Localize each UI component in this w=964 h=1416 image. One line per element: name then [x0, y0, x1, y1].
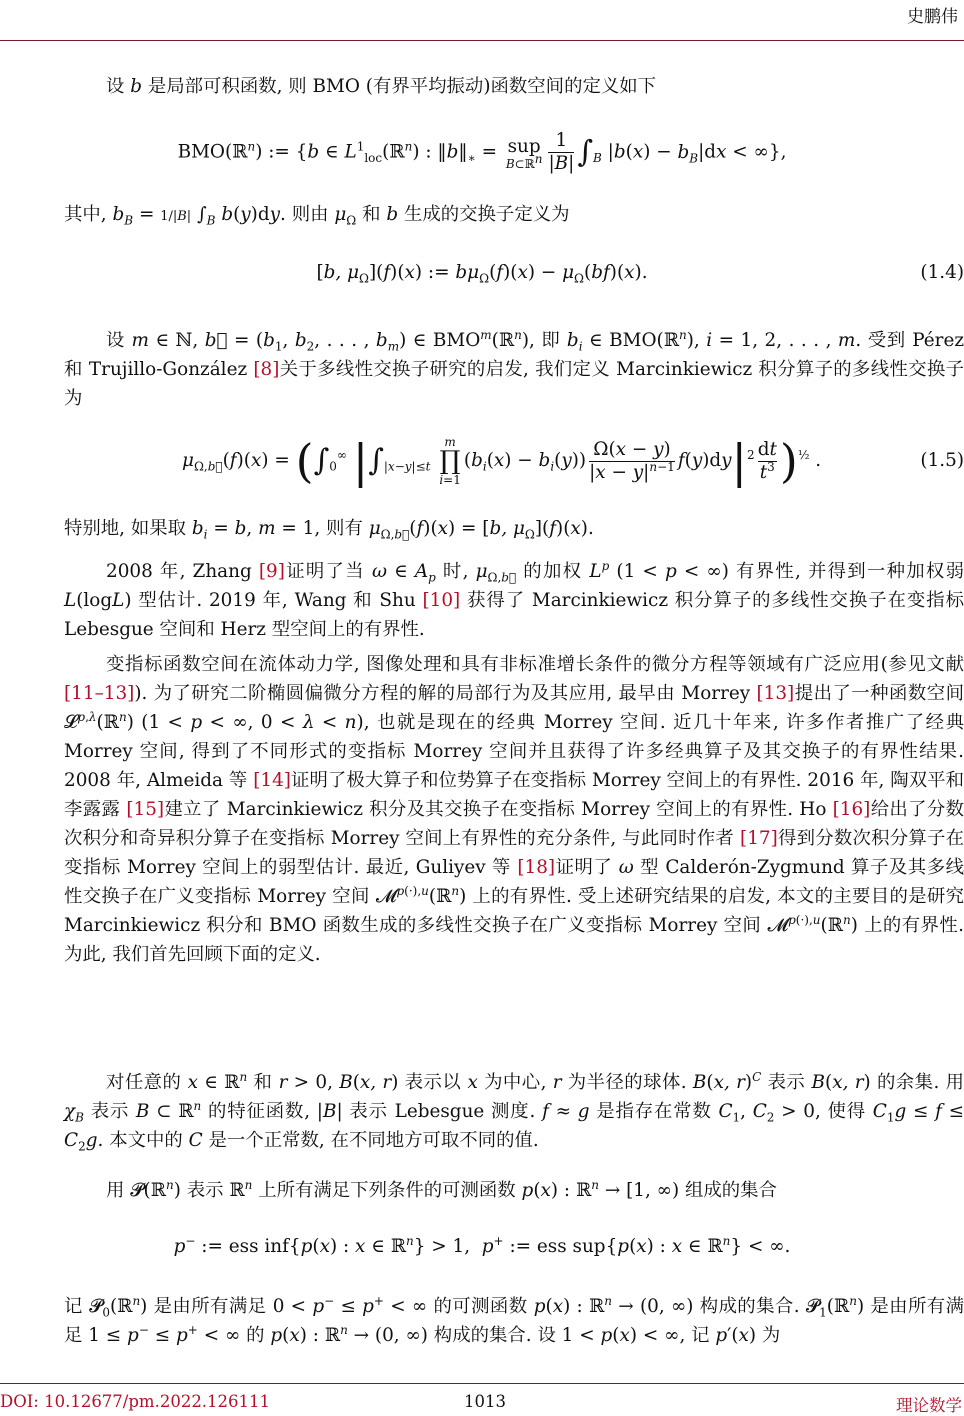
paragraph-zhang-wang: 2008 年, Zhang [9]证明了当 ω ∈ $A_p$ 时, $\mu_{\Omega,b⃗}$ 的加权 $L^p$ (1 < p < ∞) 有界性, 并得到一种加权弱 L(logL) 型估计. 2019 年, Wang 和 Shu [10] 获得了 Marcinkiewicz 积分算子的多线性交换子在变指标 Lebesgue 空间和 Herz 型空间上的有界性. — [64, 558, 964, 640]
header-rule — [0, 40, 964, 41]
footer-page-number: 1013 — [464, 1392, 506, 1411]
paragraph-bmo-intro: 设 b 是局部可积函数, 则 BMO (有界平均振动)函数空间的定义如下 — [106, 76, 657, 97]
equation-number-1-5: (1.5) — [920, 450, 964, 471]
footer-rule — [0, 1383, 964, 1384]
equation-p-bounds: p− := ess inf{p(x) : x ∈ ℝ$^n$} > 1, p+ := ess sup{p(x) : x ∈ ℝ$^n$} < ∞. — [173, 1233, 791, 1257]
paragraph-multilinear-intro: 设 m ∈ ℕ, b⃗ = ($b_1$, $b_2$, . . . , $b_m$) ∈ BMO$^m$(ℝ$^n$), 即 $b_i$ ∈ BMO(ℝ$^n$), i = 1, 2, . . . , m. 受到 Pérez 和 Trujillo-González [8]关于多线性交换子研究的启发, 我们定义 Marcinkiewicz 积分算子的多线性交换子为 — [64, 327, 964, 409]
paragraph-variable-morrey: 变指标函数空间在流体动力学, 图像处理和具有非标准增长条件的微分方程等领域有广泛应用(参见文献 [11–13]). 为了研究二阶椭圆偏微分方程的解的局部行为及其应用, 最早由 Morrey [13]提出了一种函数空间 𝓛$^{p,\lambda}$(ℝ$^n$) (1 < p < ∞, 0 < λ < n), 也就是现在的经典 Morrey 空间. 近几十年来, 许多作者推广了经典 Morrey 空间, 得到了不同形式的变指标 Morrey 空间并且获得了许多经典算子及其交换子的有界性结果. 2008 年, Almeida 等 [14]证明了极大算子和位势算子在变指标 Morrey 空间上的有界性. 2016 年, 陶双平和李露露 [15]建立了 Marcinkiewicz 积分及其交换子在变指标 Morrey 空间上的有界性. Ho [16]给出了分数次积分和奇异积分算子在变指标 Morrey 空间上有界性的充分条件, 与此同时作者 [17]得到分数次积分算子在变指标 Morrey 空间上的弱型估计. 最近, Guliyev 等 [18]证明了 ω 型 Calderón-Zygmund 算子及其多线性交换子在广义变指标 Morrey 空间 𝓜$^{p(\cdot),u}$(ℝ$^n$) 上的有界性. 受上述研究结果的启发, 本文的主要目的是研究 Marcinkiewicz 积分和 BMO 函数生成的多线性交换子在广义变指标 Morrey 空间 𝓜$^{p(\cdot),u}$(ℝ$^n$) 上的有界性. 为此, 我们首先回顾下面的定义. — [64, 654, 964, 965]
footer-journal: 理论数学 — [896, 1396, 962, 1415]
paragraph-p0-p1: 记 𝓟$_0$(ℝ$^n$) 是由所有满足 0 < p− ≤ p+ < ∞ 的可测函数 p(x) : ℝ$^n$ → (0, ∞) 构成的集合. 𝓟$_1$(ℝ$^n$) 是由所有满足 1 ≤ p− ≤ p+ < ∞ 的 p(x) : ℝ$^n$ → (0, ∞) 构成的集合. 设 1 < p(x) < ∞, 记 p′(x) 为 — [64, 1293, 964, 1346]
paragraph-commutator-def: 其中, $b_B = 1/|B|$ $\int_B$ b(y)dy. 则由 $\mu_\Omega$ 和 b 生成的交换子定义为 — [64, 204, 570, 228]
equation-number-1-4: (1.4) — [920, 262, 964, 283]
paragraph-notation: 对任意的 x ∈ ℝ$^n$ 和 r > 0, B(x, r) 表示以 x 为中心, r 为半径的球体. B(x, r)$^C$ 表示 B(x, r) 的余集. 用 $\chi_B$ 表示 B ⊂ ℝ$^n$ 的特征函数, |B| 表示 Lebesgue 测度. f ≈ g 是指存在常数 $C_1$, $C_2 > 0$, 使得 $C_1g \le f \le C_2g$. 本文中的 C 是一个正常数, 在不同地方可取不同的值. — [64, 1069, 964, 1154]
paragraph-p-class: 用 𝓟(ℝ$^n$) 表示 ℝ$^n$ 上所有满足下列条件的可测函数 p(x) : ℝ$^n$ → [1, ∞) 组成的集合 — [106, 1177, 777, 1201]
header-author: 史鹏伟 — [907, 7, 958, 27]
equation-bmo: BMO(ℝ$^n$) := {b ∈ $L^1_{loc}(ℝ^n)$ : $‖b‖_∗$ = sup B⊂ℝ$^n$ $\frac{1}{|B|}$ $\int_B$ $|b(x) - b_B|dx$ < ∞}, — [177, 130, 787, 174]
equation-1-4: [b, $\mu_\Omega](f)(x)$ := $b\mu_\Omega(f)(x) - \mu_\Omega(bf)(x)$. — [316, 262, 648, 286]
footer-doi[interactable]: DOI: 10.12677/pm.2022.126111 — [0, 1392, 271, 1411]
paragraph-special-case: 特别地, 如果取 $b_i = b$, m = 1, 则有 $\mu_{\Omega,b⃗}(f)(x) = [b$, $\mu_\Omega](f)(x)$. — [64, 518, 594, 542]
equation-1-5: $\mu_{\Omega,b⃗}(f)(x) = (\int_0^\infty$ $|\int_{|x-y|\le t}$ m ∏ i=1 $(b_i(x) - b_i(y))$ $\frac{\Omega(x - y)}{|x - y|^{n-1}}$ $f(y)dy|^2$ $\frac{dt}{t^3}$ )$^{\frac{1}{2}}$ . — [182, 434, 822, 488]
